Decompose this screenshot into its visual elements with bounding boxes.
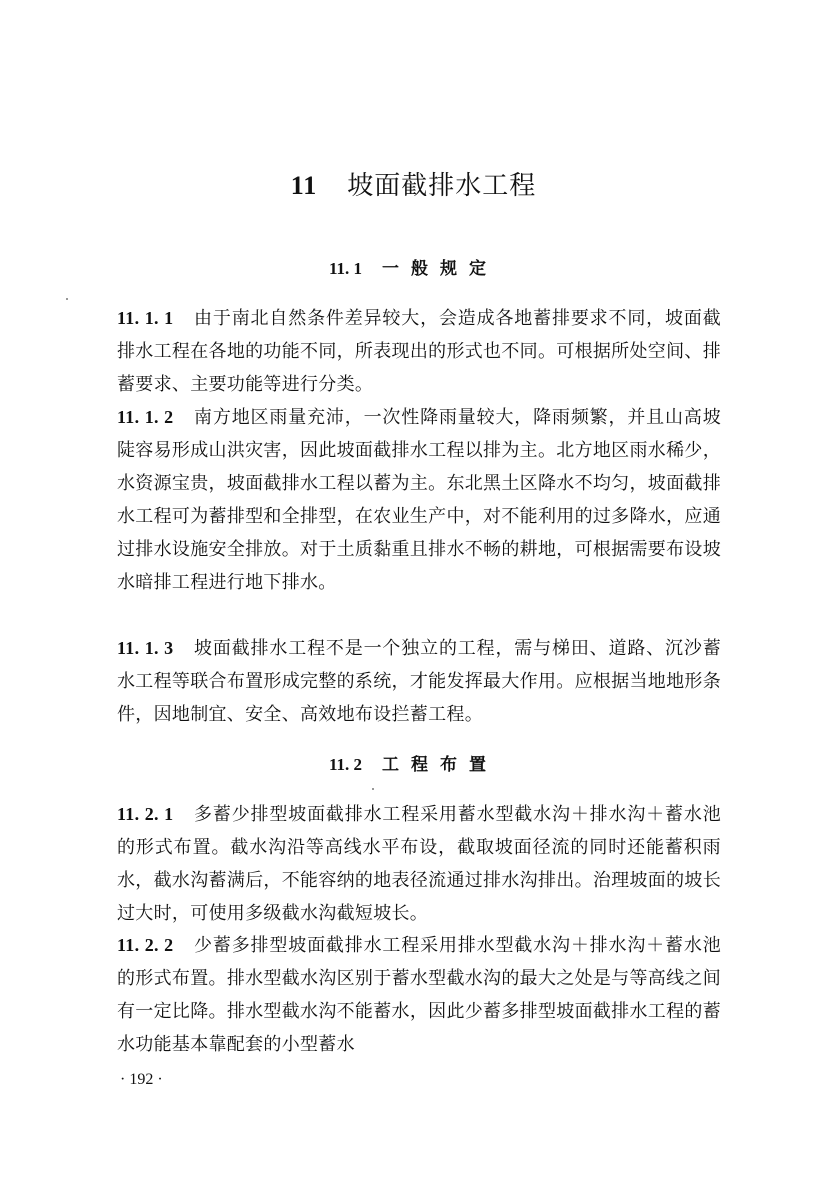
clause-11-1-3 xyxy=(117,632,721,731)
clause-text: 少蓄多排型坡面截排水工程采用排水型截水沟＋排水沟＋蓄水池的形式布置。排水型截水沟区别于蓄水型截水沟的最大之处是与等高线之间有一定比降。排水型截水沟不能蓄水，因此少蓄多排型坡面截排水工程的蓄水功能基本靠配套的小型蓄水 xyxy=(117,935,721,1055)
clause-11-2-2 xyxy=(117,929,721,1061)
clause-number: 11. 1. 1 xyxy=(117,308,174,328)
section-number: 11. 2 xyxy=(328,755,363,774)
scan-speck xyxy=(66,298,68,300)
clause-number: 11. 1. 2 xyxy=(117,407,174,427)
scan-speck xyxy=(372,788,374,790)
clause-text: 由于南北自然条件差异较大，会造成各地蓄排要求不同，坡面截排水工程在各地的功能不同，所表现出的形式也不同。可根据所处空间、排蓄要求、主要功能等进行分类。 xyxy=(117,308,721,395)
page-number: · 192 · xyxy=(120,1071,163,1088)
section-title: 工程布置 xyxy=(382,755,499,775)
clause-number: 11. 2. 1 xyxy=(117,804,174,824)
section-number: 11. 1 xyxy=(328,259,363,278)
clause-text: 多蓄少排型坡面截排水工程采用蓄水型截水沟＋排水沟＋蓄水池的形式布置。截水沟沿等高线水平布设，截取坡面径流的同时还能蓄积雨水，截水沟蓄满后，不能容纳的地表径流通过排水沟排出。治理坡面的坡长过大时，可使用多级截水沟截短坡长。 xyxy=(117,804,721,924)
chapter-title xyxy=(0,168,827,204)
clause-number: 11. 1. 3 xyxy=(117,638,174,658)
clause-11-1-1 xyxy=(117,302,721,401)
clause-text: 坡面截排水工程不是一个独立的工程，需与梯田、道路、沉沙蓄水工程等联合布置形成完整的系统，才能发挥最大作用。应根据当地地形条件，因地制宜、安全、高效地布设拦蓄工程。 xyxy=(117,638,721,725)
section-heading-11-1 xyxy=(0,256,827,282)
chapter-number: 11 xyxy=(290,171,318,200)
section-title: 一般规定 xyxy=(382,259,499,279)
clause-number: 11. 2. 2 xyxy=(117,935,174,955)
clause-text: 南方地区雨量充沛，一次性降雨量较大，降雨频繁，并且山高坡陡容易形成山洪灾害，因此坡面截排水工程以排为主。北方地区雨水稀少，水资源宝贵，坡面截排水工程以蓄为主。东北黑土区降水不均匀，坡面截排水工程可为蓄排型和全排型，在农业生产中，对不能利用的过多降水，应通过排水设施安全排放。对于土质黏重且排水不畅的耕地，可根据需要布设坡水暗排工程进行地下排水。 xyxy=(117,407,721,593)
clause-11-1-2 xyxy=(117,401,721,599)
section-heading-11-2 xyxy=(0,752,827,778)
clause-11-2-1 xyxy=(117,798,721,930)
chapter-title-text: 坡面截排水工程 xyxy=(347,171,537,201)
